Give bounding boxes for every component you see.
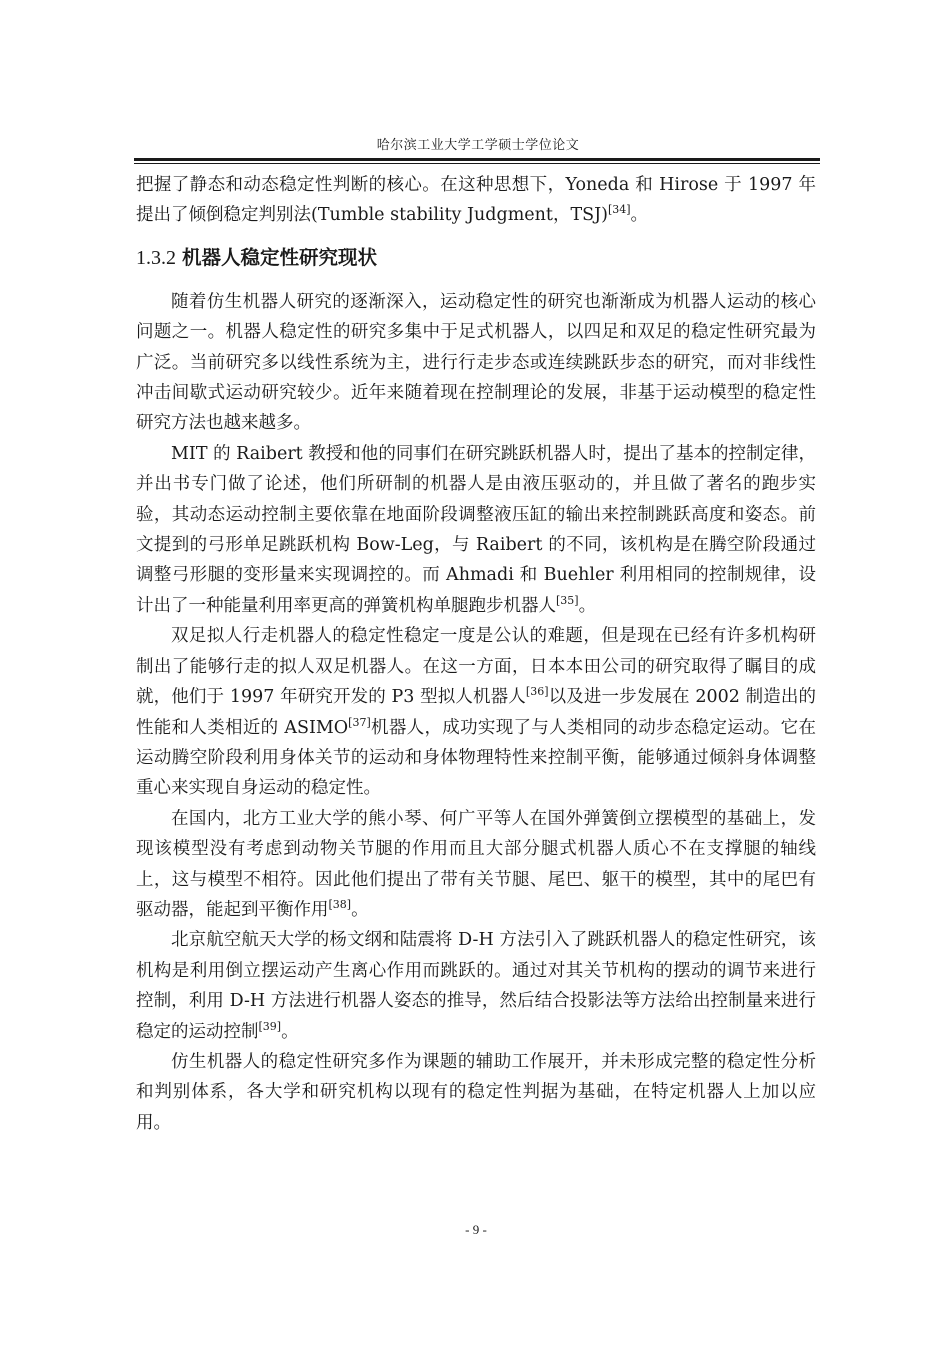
paragraph: 北京航空航天大学的杨文纲和陆震将 D-H 方法引入了跳跃机器人的稳定性研究，该机构是利用倒立摆运动产生离心作用而跳跃的。通过对其关节机构的摆动的调节来进行控制，利用 D-H 方法进行机器人姿态的推导，然后结合投影法等方法给出控制量来进行稳定的运动控制[39]。 — [136, 930, 816, 1042]
section-title: 机器人稳定性研究现状 — [182, 245, 378, 269]
body-text — [136, 170, 816, 1138]
paragraph: 仿生机器人的稳定性研究多作为课题的辅助工作展开，并未形成完整的稳定性分析和判别体系，各大学和研究机构以现有的稳定性判据为基础，在特定机器人上加以应用。 — [136, 1051, 816, 1133]
citation-ref: [34] — [607, 203, 631, 217]
citation-ref: [37] — [348, 715, 371, 729]
continuation-paragraph: 把握了静态和动态稳定性判断的核心。在这种思想下，Yoneda 和 Hirose 于 1997 年提出了倾倒稳定判别法(Tumble stability Judgment，TSJ)[34]。 — [136, 175, 816, 226]
paragraph: 在国内，北方工业大学的熊小琴、何广平等人在国外弹簧倒立摆模型的基础上，发现该模型没有考虑到动物关节腿的作用而且大部分腿式机器人质心不在支撑腿的轴线上，这与模型不相符。因此他们提出了带有关节腿、尾巴、躯干的模型，其中的尾巴有驱动器，能起到平衡作用[38]。 — [136, 808, 816, 920]
page-number: - 9 - — [465, 1222, 487, 1237]
citation-ref: [39] — [258, 1019, 282, 1033]
paragraph: 双足拟人行走机器人的稳定性稳定一度是公认的难题，但是现在已经有许多机构研制出了能够行走的拟人双足机器人。在这一方面，日本本田公司的研究取得了瞩目的成就，他们于 1997 年研究开发的 P3 型拟人机器人[36]以及进一步发展在 2002 制造出的性能和人类相近的 ASIMO[37]机器人，成功实现了与人类相同的动步态稳定运动。它在运动腾空阶段利用身体关节的运动和身体物理特性来控制平衡，能够通过倾斜身体调整重心来实现自身运动的稳定性。 — [136, 626, 816, 799]
citation-ref: [35] — [556, 594, 579, 608]
header-rule-thin — [134, 163, 820, 164]
citation-ref: [38] — [328, 898, 352, 912]
header-rule-thick — [134, 158, 820, 161]
running-header: 哈尔滨工业大学工学硕士学位论文 — [376, 138, 580, 153]
section-heading — [136, 243, 816, 273]
paragraph: 随着仿生机器人研究的逐渐深入，运动稳定性的研究也渐渐成为机器人运动的核心问题之一。机器人稳定性的研究多集中于足式机器人，以四足和双足的稳定性研究最为广泛。当前研究多以线性系统为主，进行行走步态或连续跳跃步态的研究，而对非线性冲击间歇式运动研究较少。近年来随着现在控制理论的发展，非基于运动模型的稳定性研究方法也越来越多。 — [136, 291, 816, 434]
citation-ref: [36] — [525, 685, 549, 699]
section-number: 1.3.2 — [136, 246, 176, 269]
paragraph: MIT 的 Raibert 教授和他的同事们在研究跳跃机器人时，提出了基本的控制定律，并出书专门做了论述，他们所研制的机器人是由液压驱动的，并且做了著名的跑步实验，其动态运动控制主要依靠在地面阶段调整液压缸的输出来控制跳跃高度和姿态。前文提到的弓形单足跳跃机构 Bow-Leg，与 Raibert 的不同，该机构是在腾空阶段通过调整弓形腿的变形量来实现调控的。而 Ahmadi 和 Buehler 利用相同的控制规律，设计出了一种能量利用率更高的弹簧机构单腿跑步机器人[35]。 — [136, 443, 816, 616]
